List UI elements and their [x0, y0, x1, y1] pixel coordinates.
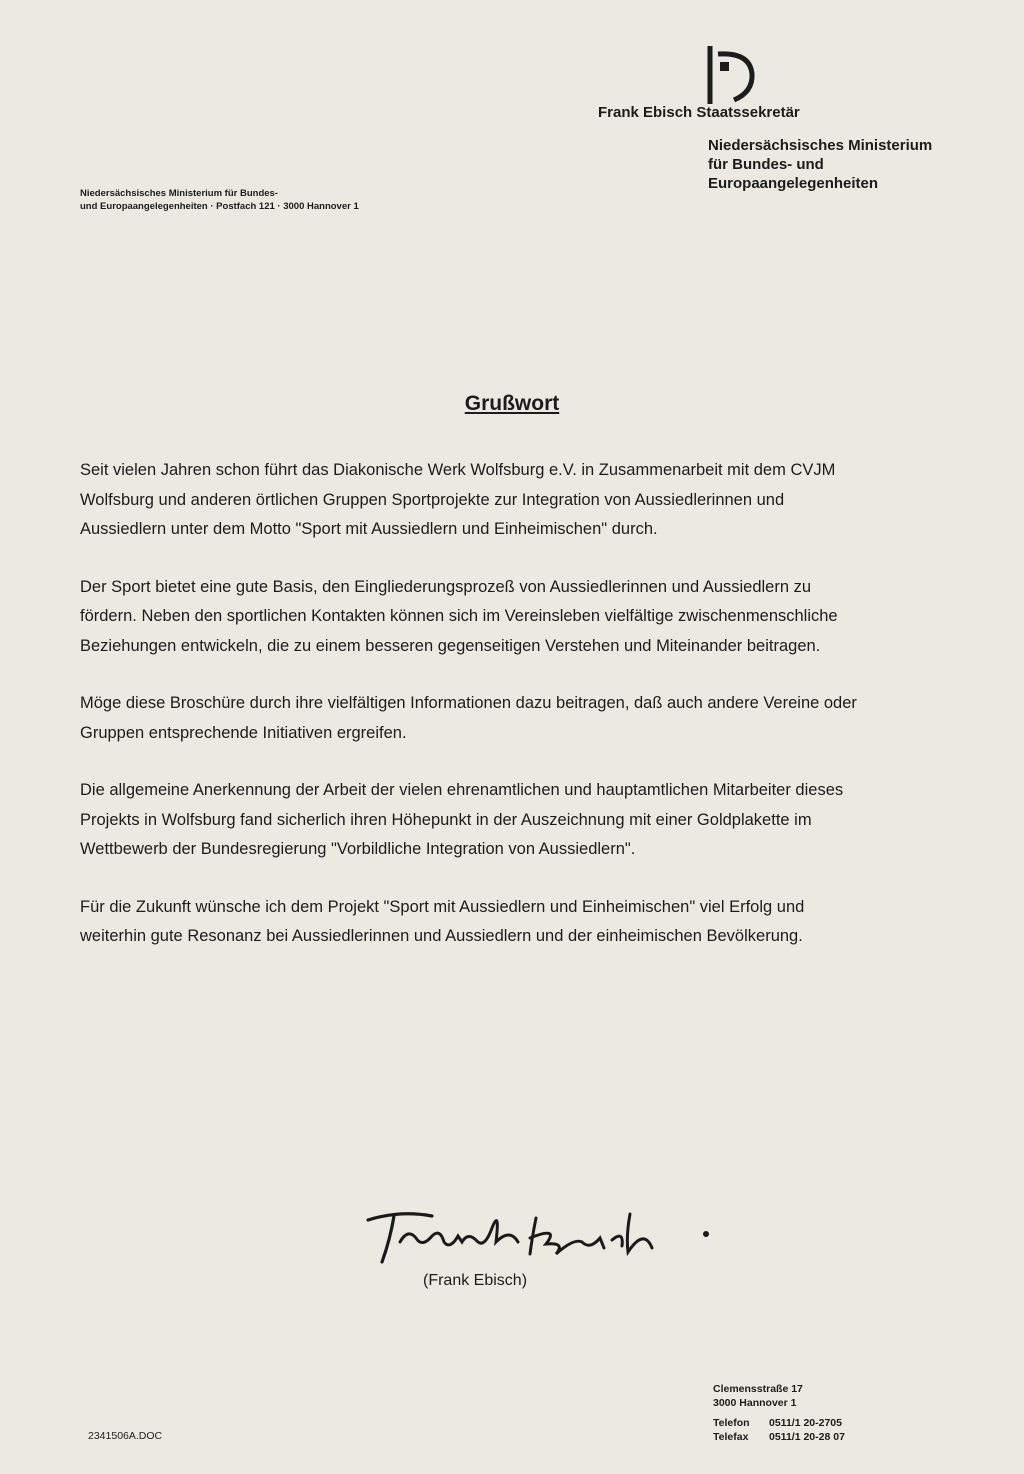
fax-number: 0511/1 20-28 07 — [769, 1431, 845, 1443]
phone-number: 0511/1 20-2705 — [769, 1417, 842, 1429]
sender-name: Frank Ebisch Staatssekretär — [598, 104, 800, 121]
address-city: 3000 Hannover 1 — [713, 1397, 797, 1409]
footer-address — [713, 1382, 845, 1444]
signer-printed-name: (Frank Ebisch) — [423, 1272, 528, 1289]
body-paragraph: Möge diese Broschüre durch ihre vielfältigen Informationen dazu beitragen, daß auch andere Vereine oder Gruppen entsprechende Initiativen ergreifen. — [80, 694, 857, 742]
fax-label: Telefax — [713, 1431, 749, 1443]
ministry-name — [708, 136, 932, 193]
return-address — [80, 187, 359, 213]
letter-title: Grußwort — [464, 392, 560, 415]
address-street: Clemensstraße 17 — [713, 1383, 803, 1395]
body-paragraph: Seit vielen Jahren schon führt das Diakonische Werk Wolfsburg e.V. in Zusammenarbeit mit dem CVJM Wolfsburg und anderen örtlichen Gruppen Sportprojekte zur Integration von Aussiedlerinnen und Aussiedlern unter dem Motto "Sport mit Aussiedlern und Einheimischen" durch. — [80, 461, 836, 538]
phone-row — [713, 1416, 845, 1430]
fax-row — [713, 1430, 845, 1444]
ministry-line: Niedersächsisches Ministerium — [708, 137, 933, 154]
body-paragraph: Für die Zukunft wünsche ich dem Projekt "Sport mit Aussiedlern und Einheimischen" viel Erfolg und weiterhin gute Resonanz bei Aussiedlerinnen und Aussiedlern und der einheimischen Bevölkerung. — [80, 897, 805, 945]
handwritten-signature — [360, 1198, 720, 1270]
ministry-line: für Bundes- und — [708, 156, 824, 173]
return-address-line: Niedersächsisches Ministerium für Bundes- — [80, 188, 278, 199]
letter-body — [80, 456, 870, 980]
body-paragraph: Die allgemeine Anerkennung der Arbeit der vielen ehrenamtlichen und hauptamtlichen Mitarbeiter dieses Projekts in Wolfsburg fand sicherlich ihren Höhepunkt in der Auszeichnung mit einer Goldplakette im Wettbewerb der Bundesregierung "Vorbildliche Integration von Aussiedlern". — [80, 781, 844, 858]
ministry-line: Europaangelegenheiten — [708, 175, 879, 192]
phone-label: Telefon — [713, 1417, 750, 1429]
return-address-line: und Europaangelegenheiten · Postfach 121 · 3000 Hannover 1 — [80, 201, 359, 212]
lower-saxony-horse-logo-icon — [706, 44, 760, 106]
body-paragraph: Der Sport bietet eine gute Basis, den Eingliederungsprozeß von Aussiedlerinnen und Aussiedlern zu fördern. Neben den sportlichen Kontakten können sich im Vereinsleben vielfältige zwischenmenschliche Beziehungen entwickeln, die zu einem besseren gegenseitigen Verstehen und Miteinander beitragen. — [80, 577, 838, 655]
document-reference: 2341506A.DOC — [88, 1430, 163, 1442]
